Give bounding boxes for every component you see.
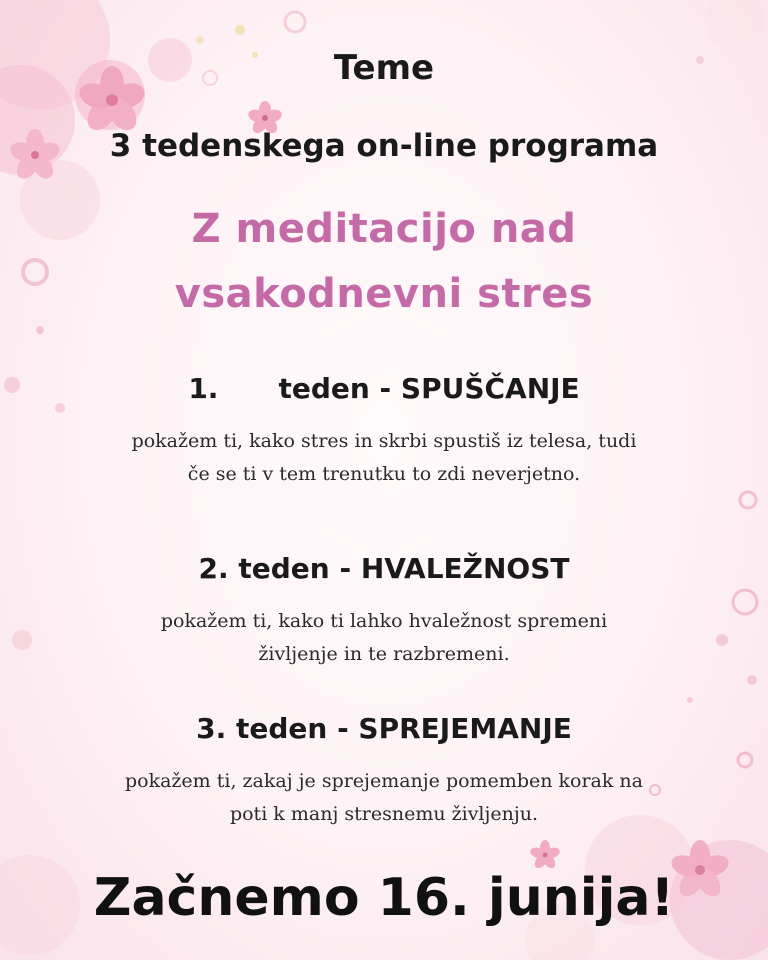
- week-1-number: 1.: [188, 372, 219, 405]
- week-1-desc-line1: pokažem ti, kako stres in skrbi spustiš iz telesa, tudi: [131, 430, 637, 452]
- week-1-heading: [0, 372, 768, 405]
- week-3-desc-line1: pokažem ti, zakaj je sprejemanje pomemben korak na: [124, 770, 643, 792]
- week-2-desc-line1: pokažem ti, kako ti lahko hvaležnost spremeni: [160, 610, 608, 632]
- week-2-heading: 2. teden - HVALEŽNOST: [198, 552, 570, 585]
- week-1-label: teden - SPUŠČANJE: [278, 372, 580, 405]
- program-title-line2: vsakodnevni stres: [174, 271, 594, 317]
- header-title: Teme: [333, 48, 435, 88]
- week-1-desc-line2: če se ti v tem trenutku to zdi neverjetno.: [187, 463, 581, 485]
- week-2-desc-line2: življenje in te razbremeni.: [258, 643, 510, 665]
- week-3-heading: 3. teden - SPREJEMANJE: [196, 712, 572, 745]
- week-3-desc-line2: poti k manj stresnemu življenju.: [229, 803, 539, 825]
- header-subtitle: 3 tedenskega on-line programa: [109, 128, 659, 164]
- start-date-banner: Začnemo 16. junija!: [93, 868, 675, 928]
- program-title-line1: Z meditacijo nad: [191, 206, 577, 252]
